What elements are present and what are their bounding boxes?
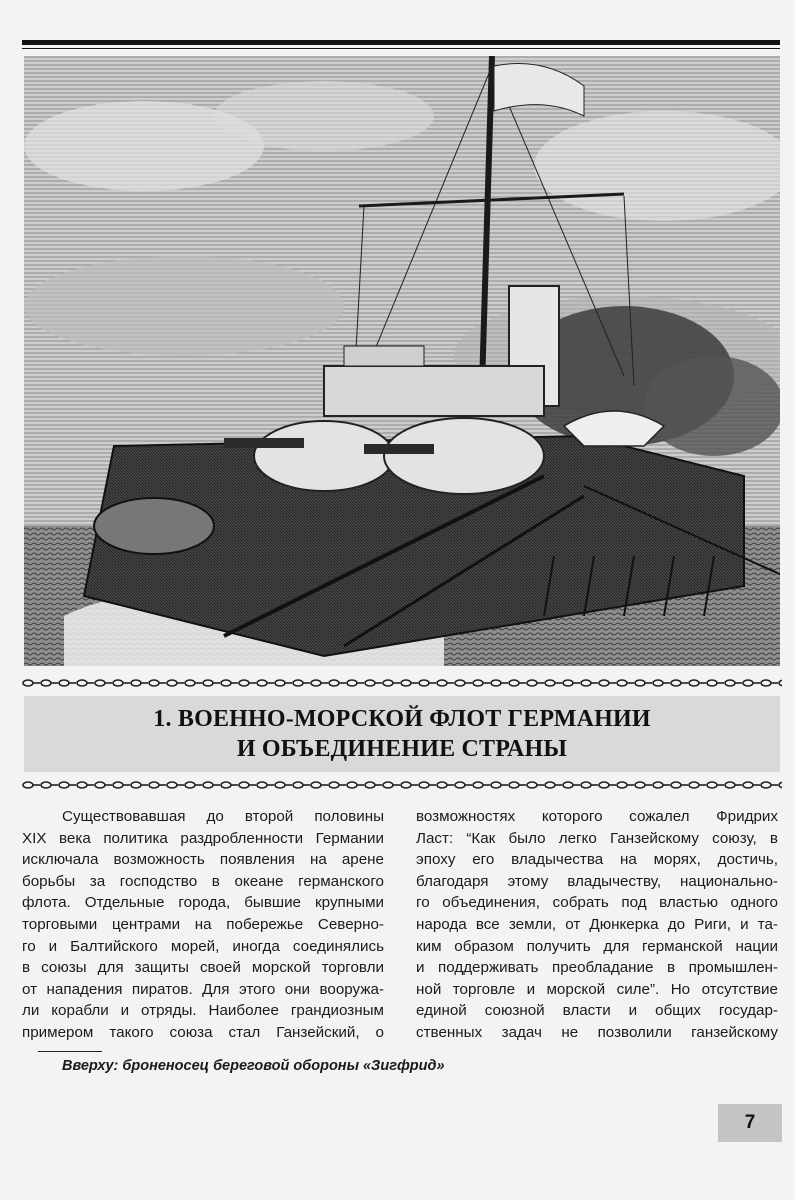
text-line: флота. Отдельные города, бывшие крупными (22, 894, 384, 912)
chapter-title-line-1: 1. ВОЕННО-МОРСКОЙ ФЛОТ ГЕРМАНИИ (153, 706, 651, 732)
body-column-right (416, 806, 778, 1044)
text-line: Существовавшая до второй половины (62, 808, 384, 825)
text-line: ной торговле и морской силе”. Но отсутствие (416, 980, 778, 998)
text-line: возможностях которого сожалел Фридрих (416, 808, 778, 825)
text-line: исключала возможность появления на арене (22, 851, 384, 869)
text-line: XIX века политика раздробленности Германии (22, 829, 384, 847)
body-column-left (22, 806, 384, 1044)
text-line: торговыми центрами на побережье Северно- (22, 915, 384, 933)
decorative-chain-border (22, 678, 782, 688)
figure-caption: Вверху: броненосец береговой обороны «Зигфрид» (62, 1058, 445, 1074)
text-line: благодаря этому владычеству, национально- (416, 872, 778, 890)
text-line: от нападения пиратов. Для этого они вооружа- (22, 980, 384, 998)
text-line: го объединения, собрать под властью одного (416, 894, 778, 912)
text-line: ли корабли и отряды. Наиболее грандиозным (22, 1002, 384, 1020)
text-line: го и Балтийского морей, иногда соединялись (22, 937, 384, 955)
text-line: Ласт: “Как было легко Ганзейскому союзу, в (416, 829, 778, 847)
text-line: примером такого союза стал Ганзейский, о (22, 1023, 384, 1041)
top-rule (22, 40, 780, 45)
decorative-chain-border (22, 780, 782, 790)
caption-rule (38, 1051, 102, 1052)
page-number: 7 (744, 1112, 756, 1133)
text-line: и поддерживать преобладание в промышлен- (416, 959, 778, 977)
chapter-heading (24, 696, 780, 772)
top-rule-thin (22, 48, 780, 49)
chapter-title-line-2: И ОБЪЕДИНЕНИЕ СТРАНЫ (236, 736, 568, 762)
text-line: в союзы для защиты своей морской торговли (22, 959, 384, 977)
ship-engraving (24, 56, 780, 666)
text-line: ким образом получить для германской нации (416, 937, 778, 955)
text-line: ственных задач не позволили ганзейскому (416, 1023, 778, 1041)
text-line: единой союзной власти и общих государ- (416, 1002, 778, 1020)
text-line: эпоху его владычества на морях, достичь, (416, 851, 778, 869)
page-number-box (718, 1104, 782, 1142)
text-line: борьбы за господство в океане германского (22, 872, 384, 890)
text-line: народа все земли, от Дюнкерка до Риги, и та- (416, 915, 778, 933)
